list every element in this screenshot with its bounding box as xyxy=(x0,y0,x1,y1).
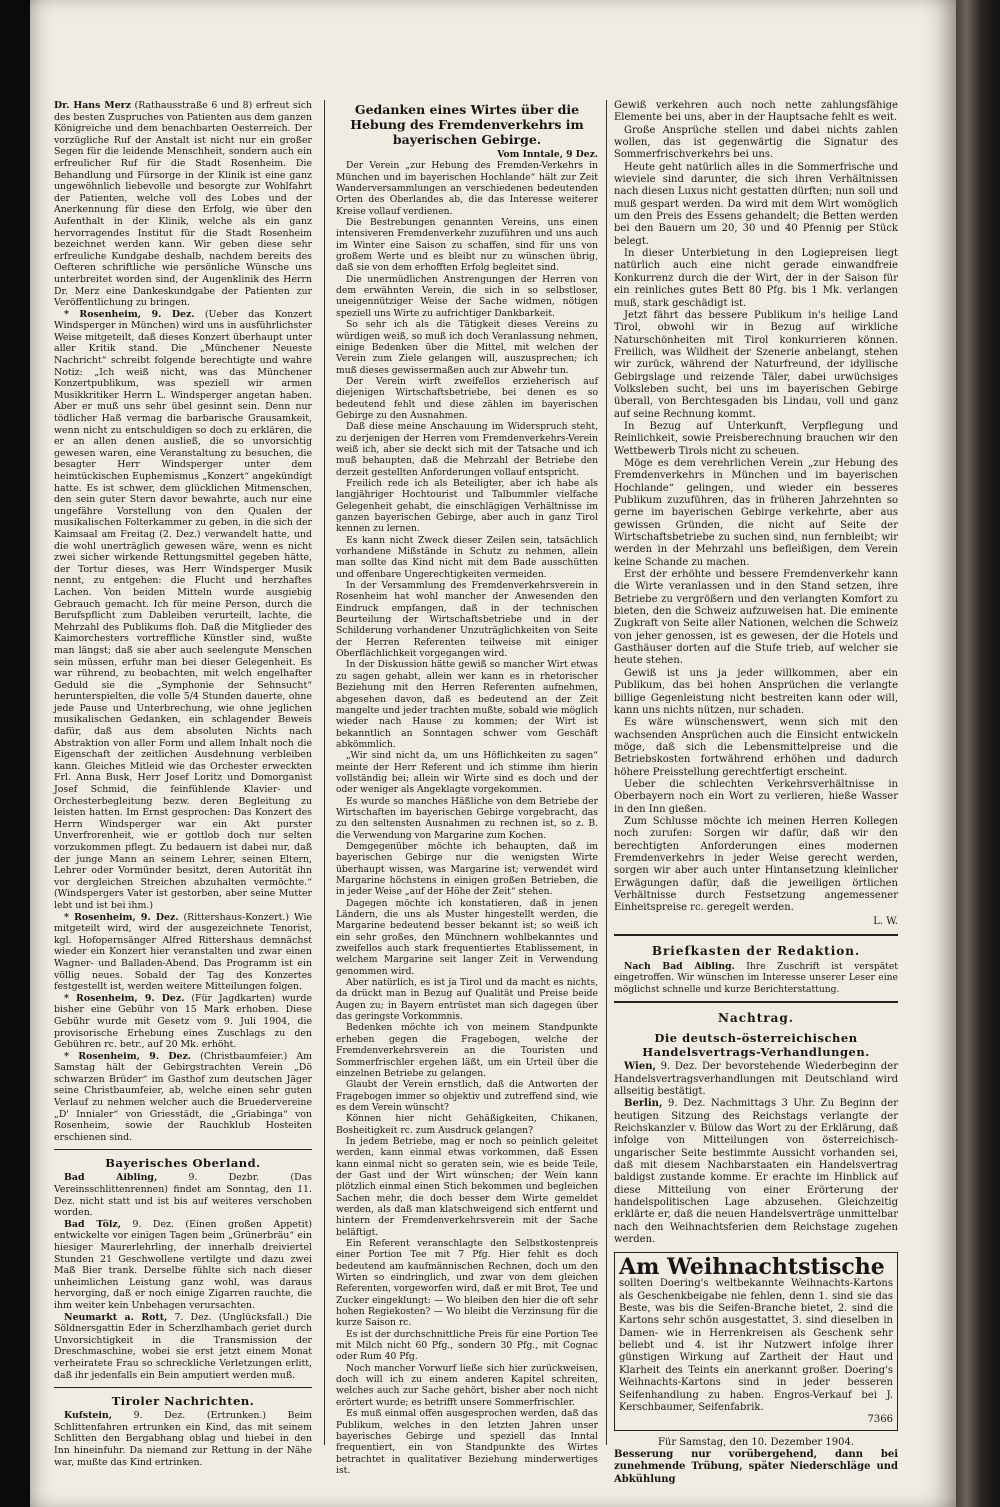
briefkasten-entry xyxy=(614,961,898,995)
article-paragraph: Freilich rede ich als Beteiligter, aber ich habe als langjähriger Hochtourist und Talbummler vielfache Gelegenheit gehabt, die einschlägigen Verhältnisse im ganzen bayerischen Gebirge, aber auch in ganz Tirol kennen zu lernen. xyxy=(336,477,598,535)
article-paragraph: Der Verein „zur Hebung des Fremden-Verkehrs in München und im bayerischen Hochlande“ hält zur Zeit Wanderversammlungen an verschiedenen bedeutenden Orten des Oberlandes ab, die das Interesse weiterer Kreise vollauf verdienen. xyxy=(336,160,598,217)
article-subtitle: (Unglücksfall.) xyxy=(218,1311,289,1323)
article-paragraph: Es kann nicht Zweck dieser Zeilen sein, tatsächlich vorhandene Mißstände in Schutz zu nehmen, allein man sollte das Kind nicht mit dem Bade ausschütten und offenbare Ungerechtigkeiten vermeiden. xyxy=(336,534,598,580)
article-lead: Berlin, xyxy=(624,1098,663,1110)
article-lead: * Rosenheim, 9. Dez. xyxy=(64,911,179,923)
article-paragraph: Erst der erhöhte und bessere Fremdenverkehr kann die Wirte veranlassen und in den Stand setzen, ihre Betriebe zu vergrößern und den verlangten Komfort zu bieten, den die Schweiz aufzuweisen hat. Die eminente Zugkraft von Seite aller Nationen, welchen die Schweiz von jeher genossen, ist es gewesen, der die Hotels und Gasthäuser dorten auf die Stufe trieb, auf welcher sie heute stehen. xyxy=(614,569,898,667)
article-text: Am Samstag hält der Gebirgstrachten Verein „Dö schwarzen Brüder“ im Gasthof zum deutschen Jäger seine Christbaumfeier, ab, welche einen sehr guten Verlauf zu nehmen welcher auch die Bruedervereine „D' Innialer“ von Griesstädt, die „Griabinga“ von Rosenheim, sowie der Rauchklub Hosteiten erschienen sind. xyxy=(54,1050,313,1143)
column-1 xyxy=(54,100,312,1468)
article-paragraph: In dieser Unterbietung in den Logiepreisen liegt natürlich auch eine nicht gerade einwandfreie Konkurrenz durch die der Wirt, der in der Saison für ein reinliches gutes Bett 80 Pfg. bis 1 Mk. verlangen muß, stark geschädigt ist. xyxy=(614,248,898,309)
article-lead: Bad Tölz, xyxy=(64,1218,121,1230)
article-continuation: Gewiß verkehren auch noch nette zahlungsfähige Elemente bei uns, aber in der Hauptsache fehlt es weit. xyxy=(614,100,898,124)
article-lead: Bad Aibling, xyxy=(64,1172,158,1184)
article-paragraph: Jetzt fährt das bessere Publikum in's heilige Land Tirol, obwohl wir in Bezug auf wirkliche Naturschönheiten mit Tirol konkurrieren können. Freilich, was Wildheit der Szenerie anbelangt, stehen wir zurück, während der Naturfreund, der idyllische Gebirgslage und reizende Täler, dabei urwüchsiges Volksleben sucht, bei uns im bayerischen Gebirge überall, von Berchtesgaden bis Lindau, voll und ganz auf seine Rechnung kommt. xyxy=(614,309,898,420)
section-title-briefkasten: Briefkasten der Redaktion. xyxy=(651,944,861,959)
article-paragraph: Es wäre wünschenswert, wenn sich mit den wachsenden Ansprüchen auch die Einsicht entwickeln möge, daß sich die Lebensmittelpreise und die Betriebskosten fortwährend erhöhen und dadurch höhere Preisstellung gerechtfertigt erscheint. xyxy=(614,717,898,778)
article-neumarkt xyxy=(54,1312,312,1382)
article-lead: Kufstein, xyxy=(64,1410,113,1422)
book-binding xyxy=(952,0,1000,1507)
article-text: 9. Dez. Der bevorstehende Wiederbeginn der Handelsvertragsverhandlungen mit Deutschland wird allseitig bestätigt. xyxy=(614,1061,898,1097)
article-paragraph: Heute geht natürlich alles in die Sommerfrische und wieviele sind darunter, die sich ihren Verhältnissen nach diesen Luxus nicht gestatten dürften; nun soll und muß gespart werden. Da wird mit dem Wirt womöglich um den Preis des Essens gehandelt; die Betten werden bei den Bauern um 20, 30 und 40 Pfennig per Stück belegt. xyxy=(614,161,898,247)
article-subtitle: (Einen großen Appetit) xyxy=(185,1218,313,1230)
column-2 xyxy=(336,100,598,1476)
article-paragraph: Bedenken möchte ich von meinem Standpunkte erheben gegen die Fragebogen, welche der Fremdenverkehrsverein an die Touristen und Sommerfrischler ergehen läßt, um ein Urteil über die einzelnen Betriebe zu gelangen. xyxy=(336,1022,598,1079)
article-paragraph: Die unermüdlichen Anstrengungen der Herren von dem erwähnten Verein, die sich in so selbstloser, uneigennütziger Weise der Sache widmen, nötigen speziell uns Wirte zu aufrichtiger Dankbarkeit. xyxy=(336,273,598,319)
article-lead: Wien, xyxy=(624,1061,656,1073)
article-paragraph: Können hier nicht Gehäßigkeiten, Chikanen, Bosheitigkeit rc. zum Ausdruck gelangen? xyxy=(336,1113,598,1136)
article-lead: Neumarkt a. Rott, xyxy=(64,1311,168,1323)
article-text: Beim Schlittenfahren ertrunken ein Kind, das mit seinem Schlitten den Bergabhang oblag und hiebei in den Inn hineinfuhr. Da niemand zur Rettung in der Nähe war, mußte das Kind ertrinken. xyxy=(54,1410,312,1468)
article-ritterhaus xyxy=(54,912,312,993)
column-3 xyxy=(614,100,898,1486)
article-date: 9. Dezbr. xyxy=(188,1172,260,1184)
section-divider xyxy=(614,1001,898,1003)
article-paragraph: Ein Referent veranschlagte den Selbstkostenpreis einer Portion Tee mit 7 Pfg. Hier fehlt es doch bedeutend am kaufmännischen Rechnen, doch um den Wirten so eindringlich, und zwar von dem gleichen Referenten, vorgeworfen wird, daß er mit Brot, Tee und Zucker eingeklungt: — Wo bleiben den hier die oft sehr hohen Regiekosten? — Wo bleibt die Verzinsung für die kurze Saison rc. xyxy=(336,1238,598,1329)
article-paragraph: Gewiß ist uns ja jeder willkommen, aber ein Publikum, das bei hohen Ansprüchen die verlangte billige Gegenleistung nicht bestreiten kann oder will, kann uns nichts nützen, nur schaden. xyxy=(614,667,898,716)
article-text: wurde bisher eine Gebühr von 15 Mark erhoben. Diese Gebühr wurde mit Gesetz vom 9. Juli 1904, die provisorische Erhebung eines Zuschlags zu den Gebühren rc. betr., auf 20 Mk. erhöht. xyxy=(54,992,312,1051)
ad-headline: Am Weihnachtstische xyxy=(619,1254,885,1281)
article-text: Wie mitgeteilt wird, wird der ausgezeichnete Tenorist, kgl. Hofopernsänger Alfred Rittershaus demnächst wieder ein Konzert hier veranstalten und zwar einen Wagner- und Balladen-Abend. Das Programm ist ein völlig neues. Sobald der Tag des Konzertes festgestellt ist, werden weitere Mitteilungen folgen. xyxy=(54,911,313,993)
article-paragraph: Es ist der durchschnittliche Preis für eine Portion Tee mit Milch nicht 60 Pfg., sondern 30 Pfg., mit Cognac oder Rum 40 Pfg. xyxy=(336,1328,598,1363)
article-paragraph: Daß diese meine Anschauung im Widerspruch steht, zu derjenigen der Herren vom Fremdenverkehrs-Verein weiß ich, aber sie deckt sich mit der Tatsache und ich muß behaupten, daß die Mehrzahl der Betriebe den derzeit gestellten Anforderungen vollauf entspricht. xyxy=(336,421,598,478)
article-paragraph: Aber natürlich, es ist ja Tirol und da macht es nichts, da drückt man in Bezug auf Qualität und Preise beide Augen zu; in Bayern entrüstet man sich dagegen über das geringste Vorkommnis. xyxy=(336,977,598,1023)
article-text: wird uns in ausführlichster Weise mitgeteilt, daß dieses Konzert überhaupt unter aller Kritik stand. Die „Münchener Neueste Nachricht“ schreibt folgende berechtigte und wahre Notiz: „Ich weiß nicht, was das Münchener Konzertpublikum, was speziell wir armen Musikkritiker Herrn L. Windsperger angetan haben. Aber er muß uns sehr übel gesinnt sein. Denn nur tödlicher Haß vermag die barbarische Grausamkeit, wenn nicht zu entschuldigen so doch zu erklären, die er an allen denen ausließ, die so unvorsichtig gewesen waren, eine Veranstaltung zu besuchen, die besagter Herr Windsperger unter dem heimtückischen Euphemismus „Konzert“ angekündigt hatte. Es ist schwer, dem glücklichen Mitmenschen, den sein guter Stern davor bewahrte, auch nur eine ungefähre Vorstellung von den Qualen der musikalischen Folterkammer zu geben, in die sich der Kaimsaal am Freitag (2. Dez.) verwandelt hatte, und die wohl unerträglich gewesen wäre, wenn es nicht zwei sicher wirkende Rettungsmittel gegeben hätte, der Tortur dieses, was Herr Windsperger Musik nennt, zu entgehen: die Flucht und herzhaftes Lachen. Von beiden Mitteln wurde ausgiebig Gebrauch gemacht. Ich für meine Person, durch die Berufspflicht zum Dableiben verurteilt, lachte, die Mehrzahl des Publikums floh. Daß die Mitglieder des Kaimorchesters vortreffliche Künstler sind, wußte man längst; daß sie aber auch seelengute Menschen sein müssen, erfuhr man bei dieser Gelegenheit. Es war rührend, zu beobachten, mit welch engelhafter Geduld sie die „Symphonie der Sehnsucht“ herunterspielten, die volle 5/4 Stunden dauerte, ohne jede Pause und Unterbrechung, wie ohne jeglichen musikalischen Gedanken, ein schlagender Beweis dafür, daß aus dem absoluten Nichts nach Abstraktion von aller Form und allem Inhalt noch die Eigenschaft der zeitlichen Ausdehnung verbleiben kann. Gleiches Mitleid wie das Orchester erweckten Frl. Anna Busk, Herr Josef Loritz und Domorganist Josef Schmid, die feinfühlende Klavier- und Orchesterbegleitung bezw. deren Begleitung zu leisten hatten. Im Ernst gesprochen: Das Konzert des Herrn Windsperger war ein Akt purster Unverfrorenheit, wie er gottlob doch nur selten vorzukommen pflegt. Zu bedauern ist dabei nur, daß der junge Mann an seinem Lehrer, seinen Eltern, Lehrer oder Vormünder besitzt, deren Autorität ihn vor dergleichen Streichen abzuhalten vermöchte.“ (Windspergers Vater ist gestorben, aber seine Mutter lebt und ist bei ihm.) xyxy=(54,320,312,911)
weather-text: Besserung nur vorübergehend, dann bei zunehmende Trübung, später Niederschläge und Abkühlung xyxy=(614,1448,898,1485)
section-title-tirol: Tiroler Nachrichten. xyxy=(111,1394,255,1409)
article-body xyxy=(614,125,898,915)
article-berlin xyxy=(614,1098,898,1246)
ad-text: sollten Doering's weltbekannte Weihnachts-Kartons als Geschenkbeigabe nie fehlen, denn 1. sind sie das Beste, was bis die Seifen-Branche bietet, 2. sind die Kartons sehr schön ausgestattet, 3. sind dieselben in Damen- wie in Herrenkreisen als Geschenk sehr beliebt und 4. ist ihr Nutzwert infolge ihrer günstigen Wirkung auf Zartheit der Haut und Klarheit des Teints ein anerkannt großer. Doering's Weihnachts-Kartons sind in jeder besseren Seifenhandlung zu haben. Engros-Verkauf bei J. Kerschbaumer, Seifenfabrik. xyxy=(619,1278,893,1413)
article-subtitle: (Für Jagdkarten) xyxy=(191,992,276,1004)
article-text: findet am Sonntag, den 11. Dez. nicht statt und ist bis auf weiteres verschoben worden. xyxy=(54,1184,312,1219)
article-jagdkarten xyxy=(54,993,312,1051)
article-date: 9. Dez. xyxy=(133,1410,186,1422)
article-paragraph: In der Versammlung des Fremdenverkehrsverein in Rosenheim hat wohl mancher der Anwesenden den Eindruck empfangen, daß in der technischen Beurteilung der Wirtschaftsbetriebe und in der Schilderung vorhandener Unzuträglichkeiten von Seite der Herren Referenten teilweise mit einiger Oberflächlichkeit vorgegangen wird. xyxy=(336,580,598,660)
article-paragraph: Dagegen möchte ich konstatieren, daß in jenen Ländern, die uns als Muster hingestellt werden, die Margarine bedeutend besser bekannt ist; so weiß ich ein sehr großes, den Münchnern wohlbekanntes und zweifellos auch stark frequentiertes Etablissement, in welchem Margarine seit langer Zeit in Verwendung genommen wird. xyxy=(336,897,598,977)
article-konzert xyxy=(54,309,312,912)
column-rule xyxy=(324,100,325,1445)
article-body xyxy=(336,160,598,1476)
section-title-nachtrag: Nachtrag. xyxy=(718,1011,794,1026)
article-paragraph: Der Verein wirft zweifellos erzieherisch auf diejenigen Wirtschaftsbetriebe, bei denen es so bedeutend fehlt und diese zählen im bayerischen Gebirge zu den Ausnahmen. xyxy=(336,375,598,421)
section-title-oberland: Bayerisches Oberland. xyxy=(105,1156,261,1171)
article-paragraph: Glaubt der Verein ernstlich, daß die Antworten der Fragebogen immer so objektiv und zutreffend sind, wie es dem Verein wünscht? xyxy=(336,1079,598,1113)
weather-title: Für Samstag, den 10. Dezember 1904. xyxy=(657,1436,855,1448)
article-wien xyxy=(614,1061,898,1098)
article-date: 7. Dez. xyxy=(174,1311,212,1323)
article-date: 9. Dez. xyxy=(132,1218,174,1230)
article-subtitle: (Ertrunken.) xyxy=(206,1410,267,1422)
column-rule xyxy=(606,100,607,1445)
article-paragraph: Demgegenüber möchte ich behaupten, daß im bayerischen Gebirge nur die wenigsten Wirte überhaupt wissen, was Margarine ist; verwendet wird Margarine höchstens in einigen großen Betrieben, die in jeder Weise „auf der Höhe der Zeit“ stehen. xyxy=(336,840,598,898)
article-text: 9. Dez. Nachmittags 3 Uhr. Zu Beginn der heutigen Sitzung des Reichstags verlangte der Reichskanzler v. Bülow das Wort zu der Erklärung, daß infolge von Mitteilungen von österreichisch-ungarischer Seite bestimmte Aussicht vorhanden sei, daß mit diesem Nachbarstaaten ein Handelsvertrag baldigst zustande komme. Er erachte im Hinblick auf diese Mitteilung von einer Erörterung der handelspolitischen Lage abzusehen. Gleichzeitig erklärte er, daß die neuen Handelsverträge unmittelbar nach den Weihnachtsferien dem Reichstage zugehen werden. xyxy=(614,1098,898,1246)
article-subtitle: (Ueber das Konzert Windsperger in München) xyxy=(54,308,313,332)
article-paragraph: Ueber die schlechten Verkehrsverhältnisse in Oberbayern noch ein Wort zu verlieren, hieße Wasser in den Inn gießen. xyxy=(614,778,898,815)
article-paragraph: „Wir sind nicht da, um uns Höflichkeiten zu sagen“ meinte der Herr Referent und ich stimme ihm hierin vollständig bei; allein wir Wirte sind es doch und der oder weniger als Angeklagte vorgekommen. xyxy=(336,750,598,796)
article-paragraph: Zum Schlusse möchte ich meinen Herren Kollegen noch zurufen: Sorgen wir dafür, daß wir den berechtigten Anforderungen eines modernen Fremdenverkehrs in jeder Weise gerecht werden, sorgen wir aber auch unter Hintansetzung kleinlicher Erwägungen dafür, daß die jeweiligen örtlichen Verhältnisse durch Festsetzung angemessener Einheitspreise rc. geregelt werden. xyxy=(614,815,898,914)
article-paragraph: In jedem Betriebe, mag er noch so peinlich geleitet werden, kann einmal etwas vorkommen, daß Essen kann einmal nicht so geraten sein, wie es beide Teile, der Gast und der Wirt wünschen; der Wein kann plötzlich einmal einen Stich bekommen und begleichen Sachen mehr, die doch besser dem Wirte gemeldet werden, als daß man klatschweigend sich entfernt und hintern der Fremdenverkehrsverein mit der Sache beläftigt. xyxy=(336,1135,598,1238)
article-paragraph: Noch mancher Vorwurf ließe sich hier zurückweisen, doch will ich zu einem anderen Kapitel schreiten, welches auch zur Sache gehört, bisher aber noch nicht erörtert wurde; es betrifft unsere Sommerfrischler. xyxy=(336,1362,598,1408)
article-toelz xyxy=(54,1219,312,1312)
briefkasten-text: Ihre Zuschrift ist verspätet eingetroffen. Wir wünschen im Interesse unserer Leser eine möglichst schnelle und kurze Berichterstattung. xyxy=(614,961,898,995)
article-subtitle: (Das Vereinsschlittenrennen) xyxy=(54,1172,312,1196)
article-text: Die Söldnersgattin Eder in Scherzlhambach geriet durch Unvorsichtigkeit in die Transmission der Dreschmaschine, wobei sie erst jetzt einem Monat verheiratete Frau so schreckliche Verletzungen erlitt, daß ihr jedenfalls ein Bein amputiert werden muß. xyxy=(54,1311,312,1381)
article-paragraph: In der Diskussion hätte gewiß so mancher Wirt etwas zu sagen gehabt, allein wer kann es in rhetorischer Beziehung mit den Herren Referenten aufnehmen, abgesehen davon, daß es bedeutend an der Zeit mangelte und jeder trachten mußte, sobald wie möglich wieder nach Hause zu kommen; der Wirt ist bekanntlich an Sonntagen schwer vom Geschäft abkömmlich. xyxy=(336,659,598,750)
article-christbaum xyxy=(54,1051,312,1144)
section-divider xyxy=(614,934,898,936)
article-title: Gedanken eines Wirtes über die Hebung des Fremdenverkehrs im bayerischen Gebirge. xyxy=(350,102,584,147)
section-divider xyxy=(54,1387,312,1388)
section-divider xyxy=(54,1149,312,1150)
article-paragraph: So sehr ich als die Tätigkeit dieses Vereins zu würdigen weiß, so muß ich doch Veranlassung nehmen, einige Bedenken über die Mittel, mit welchen der Verein zum Ziele gelangen will, auszusprechen; ich muß dieses gewissermaßen auch zur Abwehr tun. xyxy=(336,319,598,376)
article-paragraph: Es wurde so manches Häßliche von dem Betriebe der Wirtschaften im bayerischen Gebirge vorgebracht, das zu den seltensten Ausnahmen zu rechnen ist, so z. B. die Verwendung von Margarine zum Kochen. xyxy=(336,795,598,841)
article-paragraph: Möge es dem verehrlichen Verein „zur Hebung des Fremdenverkehrs in München und im bayerischen Hochlande“ gelingen, und wieder ein besseres Publikum zuzuführen, das in früheren Jahrzehnten so gerne im bayerischen Gebirge verkehrte, aber aus gewissen Gründen, die nicht auf Seite der Wirtschaftsbetriebe zu suchen sind, nun fernbleibt; wir werden in der Mehrzahl uns befleißigen, dem Verein keine Schande zu machen. xyxy=(614,457,898,568)
briefkasten-lead: Nach Bad Aibling. xyxy=(624,961,735,973)
article-signature: L. W. xyxy=(873,915,898,927)
article-byline: Vom Inntale, 9 Dez. xyxy=(497,149,598,160)
article-lead: Dr. Hans Merz xyxy=(54,100,131,111)
article-lead: * Rosenheim, 9. Dez. xyxy=(64,992,185,1004)
advertisement xyxy=(614,1252,898,1430)
article-paragraph: Die Bestrebungen genannten Vereins, uns einen intensiveren Fremdenverkehr zuzuführen und uns auch im Winter eine Saison zu schaffen, sind für uns von großem Werte und es bleibt nur zu wünschen übrig, daß sie von dem erhofften Erfolg begleitet sind. xyxy=(336,217,598,274)
section-subtitle-nachtrag: Die deutsch-österreichischen Handelsvertrags-Verhandlungen. xyxy=(642,1031,870,1060)
article-lead: * Rosenheim, 9. Dez. xyxy=(64,308,195,320)
article-kufstein xyxy=(54,1410,312,1468)
article-merz xyxy=(54,100,312,309)
article-text: (Rathausstraße 6 und 8) erfreut sich des besten Zuspruches von Patienten aus dem ganzen Königreiche und dem benachbarten Oesterreich. Der vorzügliche Ruf der Anstalt ist nicht nur ein großer Segen für die leidende Menschheit, sondern auch ein erfreulicher Ruf für die Stadt Rosenheim. Die Behandlung und Fürsorge in der Klinik ist eine ganz ungewöhnlich liebevolle und besorgte zur Wohlfahrt der Patienten, welche voll des Lobes und der Anerkennung für diese den Erfolg, wie über den Aufenthalt in der Klinik, welche als ein ganz hervorragendes Institut für die Stadt Rosenheim bezeichnet werden kann. Wir geben diese sehr erfreuliche Kundgabe deshalb, nachdem bereits des Oefteren schriftliche wie persönliche Wünsche uns unterbreitet worden sind, der Augenklinik des Herrn Dr. Merz eine Dankeskundgabe der Patienten zur Veröffentlichung zu bringen. xyxy=(54,100,312,309)
article-subtitle: (Rittershaus-Konzert.) xyxy=(183,911,290,923)
article-paragraph: In Bezug auf Unterkunft, Verpflegung und Reinlichkeit, sowie Preisberechnung brauchen wir den Wettbewerb Tirols nicht zu scheuen. xyxy=(614,420,898,457)
article-lead: * Rosenheim, 9. Dez. xyxy=(64,1050,192,1062)
article-paragraph: Es muß einmal offen ausgesprochen werden, daß das Publikum, welches in den letzten Jahren unser bayerisches Gebirge und speziell das Inntal frequentiert, ein von Standpunkte des Wirtes betrachtet in qualitativer Beziehung minderwertiges ist. xyxy=(336,1408,598,1476)
article-paragraph: Große Ansprüche stellen und dabei nichts zahlen wollen, das ist gegenwärtig die Signatur des Sommerfrischverkehrs bei uns. xyxy=(614,124,898,161)
ad-number: 7366 xyxy=(867,1414,893,1426)
article-aibling xyxy=(54,1172,312,1218)
article-subtitle: (Christbaumfeier.) xyxy=(200,1050,288,1062)
article-text: entwickelte vor einigen Tagen beim „Grünerbräu“ ein hiesiger Maurerlehrling, der innerhalb dreiviertel Stunden 21 Geschwollene vertilgte und dazu zwei Maß Bier trank. Derselbe fühlte sich nach dieser unheimlichen Leistung ganz wohl, was daraus hervorging, daß er noch einige Zigarren rauchte, die ihm weiter kein Unbehagen verursachten. xyxy=(54,1230,312,1311)
